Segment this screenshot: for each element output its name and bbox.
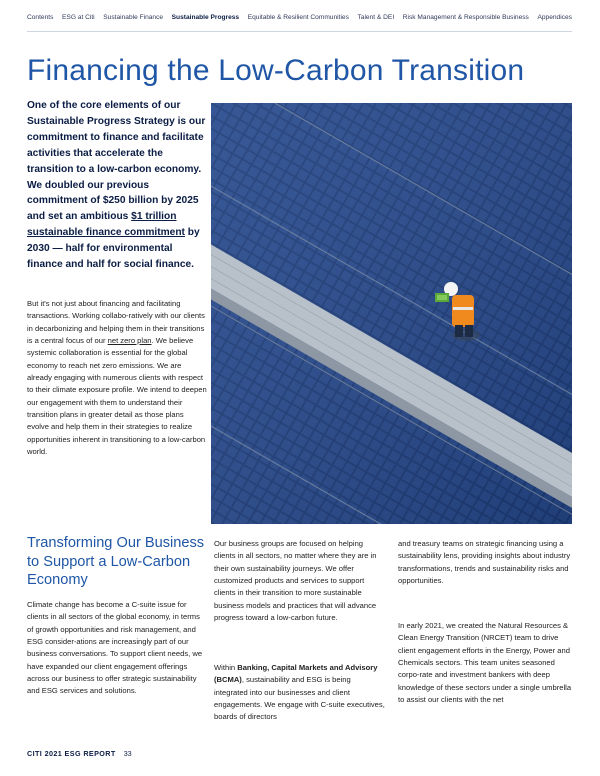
intro-text-start: But it's not just about financing and facilitating transactions. Working collabo-ratively with our clients in decarbonizing and helping them in their transitions is a central focus of our — [27, 299, 205, 346]
page-footer — [27, 749, 132, 758]
lead-paragraph — [27, 98, 207, 273]
lead-text-end: by 2030 — half for environmental finance and half for social finance. — [27, 227, 200, 271]
nav-sustainable-finance[interactable]: Sustainable Finance — [103, 14, 164, 21]
nav-risk-management[interactable]: Risk Management & Responsible Business — [402, 14, 529, 21]
intro-text-end: . We believe systemic collaboration is essential for the global economy to reach net zero emissions. We are already engaging with numerous clients with respect to their climate exposure profile. We intend to deepen our engagement with them to understand their transition plans in greater detail as those plans evolve and help them in their strategies to realize opportunities inherent in transitioning to a low-carbon world. — [27, 336, 207, 457]
bcma-text: , sustainability and ESG is being integrated into our businesses and client engagements. We engage with C-suite executives, boards of directors — [214, 675, 385, 722]
bcma-label: Banking, Capital Markets and Advisory (BCMA) — [214, 663, 378, 685]
column-3-text-bottom: In early 2021, we created the Natural Resources & Clean Energy Transition (NRCET) team to drive client engagement efforts in the Energy, Power and Chemicals sectors. This team unites seasoned corpo-rate and investment bankers with deep knowledge of these sectors under a single umbrella to assist our clients with the net — [398, 621, 572, 705]
page-title: Financing the Low-Carbon Transition — [27, 54, 525, 87]
nav-divider — [27, 31, 572, 32]
nav-contents[interactable]: Contents — [27, 14, 54, 21]
top-nav — [27, 14, 572, 28]
trillion-commitment-link[interactable]: $1 trillion sustainable finance commitment — [27, 211, 185, 239]
intro-paragraph — [27, 298, 207, 458]
column-3-text-top: and treasury teams on strategic financing using a sustainability lens, providing insights about industry transformations, trends and sustainability risks and opportunities. — [398, 539, 571, 586]
page-number: 33 — [123, 749, 132, 758]
nav-esg-at-citi[interactable]: ESG at Citi — [62, 14, 95, 21]
nav-sustainable-progress[interactable]: Sustainable Progress — [171, 14, 240, 21]
bcma-intro: Within — [214, 663, 238, 672]
net-zero-plan-link[interactable]: net zero plan — [107, 336, 152, 346]
nav-equitable-resilient-communities[interactable]: Equitable & Resilient Communities — [247, 14, 349, 21]
solar-panels-photo — [211, 103, 572, 524]
column-2-text-bottom — [214, 662, 386, 724]
lead-text-start: One of the core elements of our Sustainable Progress Strategy is our commitment to finance and facilitate activities that accelerate the transition to a low-carbon economy. We doubled our previous commitment of $250 billion by 2025 and set an ambitious — [27, 100, 206, 223]
nav-appendices[interactable]: Appendices — [537, 14, 572, 21]
column-2-text-top: Our business groups are focused on helping clients in all sectors, no matter where they are in their own sustainability journeys. We offer customized products and services to support clients in their transition to more sustainable business models and practices that will advance progress toward a low-carbon future. — [214, 539, 377, 623]
nav-talent-dei[interactable]: Talent & DEI — [357, 14, 395, 21]
section-heading: Transforming Our Business to Support a Low-Carbon Economy — [27, 535, 205, 589]
column-1-text: Climate change has become a C-suite issue for clients in all sectors of the global economy, in terms of growth opportunities and risk management, and ESG consider-ations are increasingly part of our business conversations. To support client needs, we have expanded our client engagement offerings across our business to offer strategic sustainability and ESG services and solutions. — [27, 600, 203, 696]
report-name: CITI 2021 ESG REPORT — [27, 749, 116, 758]
